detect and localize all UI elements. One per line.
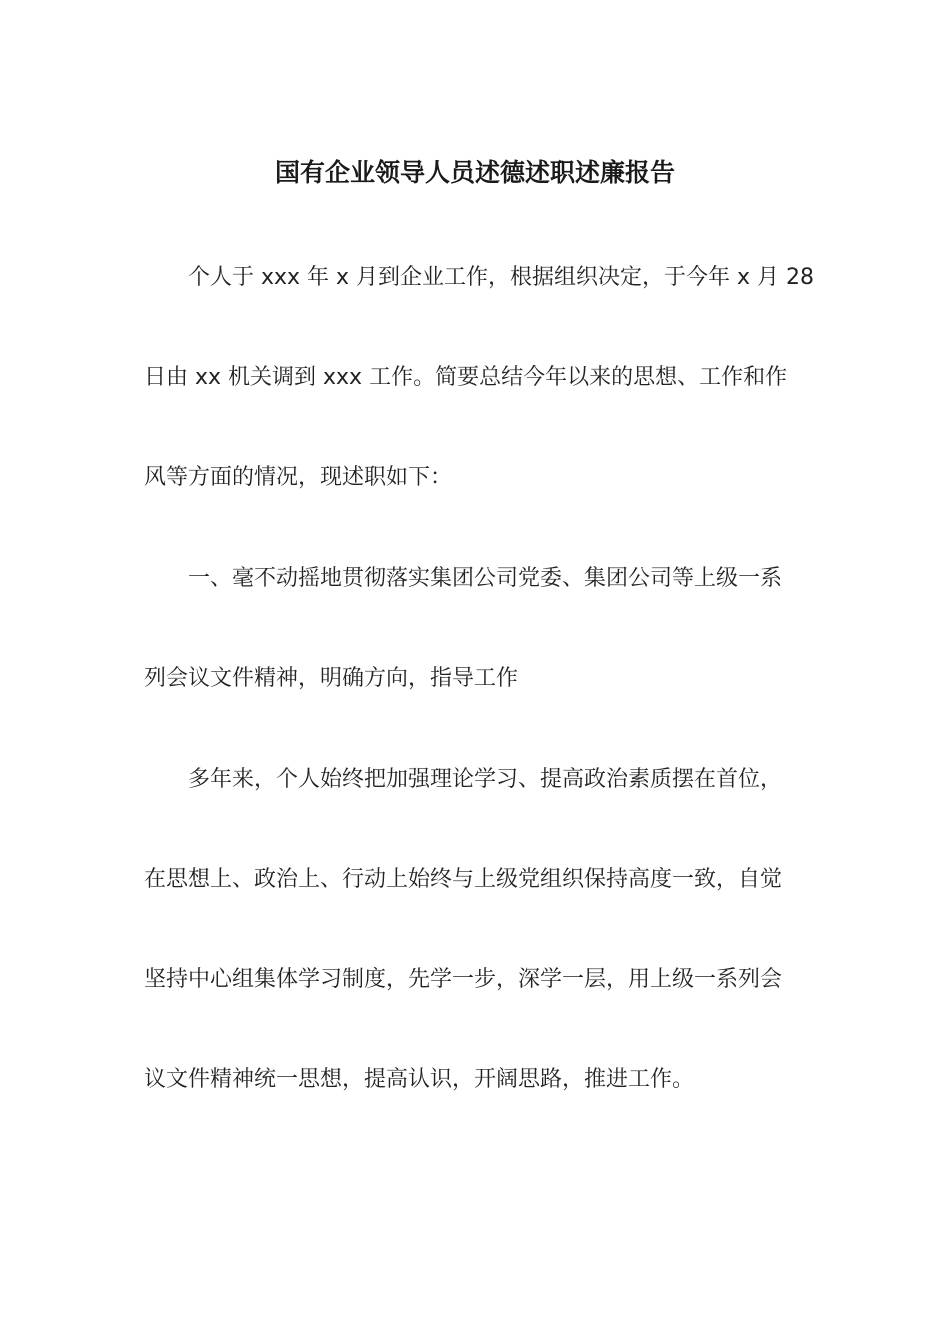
section-heading-1-line-1: 一、毫不动摇地贯彻落实集团公司党委、集团公司等上级一系 <box>188 566 783 591</box>
paragraph-2-line-3: 坚持中心组集体学习制度，先学一步，深学一层，用上级一系列会 <box>144 967 783 992</box>
paragraph-2-line-1: 多年来，个人始终把加强理论学习、提高政治素质摆在首位， <box>188 767 783 792</box>
paragraph-2-line-4: 议文件精神统一思想，提高认识，开阔思路，推进工作。 <box>144 1067 695 1092</box>
paragraph-1-line-2: 日由 xx 机关调到 xxx 工作。简要总结今年以来的思想、工作和作 <box>144 365 788 390</box>
paragraph-2-line-2: 在思想上、政治上、行动上始终与上级党组织保持高度一致，自觉 <box>144 867 783 892</box>
paragraph-1-line-3: 风等方面的情况，现述职如下： <box>144 465 453 490</box>
paragraph-1-line-1: 个人于 xxx 年 x 月到企业工作，根据组织决定，于今年 x 月 28 <box>188 265 815 290</box>
section-heading-1-line-2: 列会议文件精神，明确方向，指导工作 <box>144 666 519 691</box>
document-title: 国有企业领导人员述德述职述廉报告 <box>274 158 675 187</box>
